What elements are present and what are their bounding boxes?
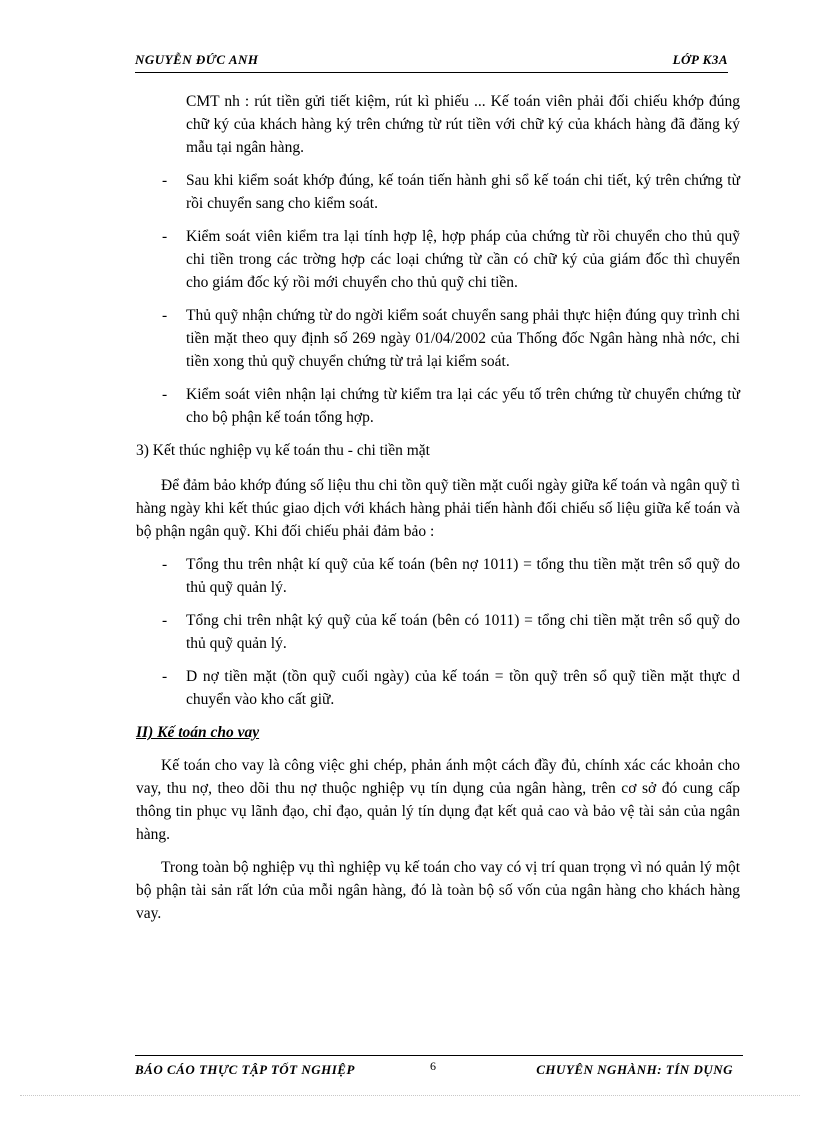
- header-class: LỚP K3A: [672, 52, 728, 67]
- list-item: [136, 225, 740, 294]
- page-edge-divider: [20, 1095, 800, 1096]
- page-footer: [135, 1055, 743, 1076]
- bullet-dash: -: [162, 228, 168, 245]
- footer-report-title: BÁO CÁO THỰC TẬP TỐT NGHIỆP: [135, 1062, 355, 1077]
- list-item-text: Kiểm soát viên kiểm tra lại tính hợp lệ, hợp pháp của chứng từ rồi chuyển cho thủ quỹ chi tiền trong các trờng hợp các loại chứng từ cần có chữ ký của giám đốc thì chuyển cho giám đốc ký rồi mới chuyển cho thủ quỹ chi tiền.: [186, 228, 740, 291]
- header-author: NGUYỄN ĐỨC ANH: [135, 52, 259, 67]
- subsection-heading: 3) Kết thúc nghiệp vụ kế toán thu - chi tiền mặt: [136, 442, 430, 459]
- list-item: [136, 383, 740, 429]
- page-body: [136, 90, 740, 935]
- footer-major: CHUYÊN NGHÀNH: TÍN DỤNG: [536, 1062, 733, 1077]
- bullet-dash: -: [162, 612, 168, 629]
- paragraph: Để đảm bảo khớp đúng số liệu thu chi tồn quỹ tiền mặt cuối ngày giữa kế toán và ngân quỹ tì hàng ngày khi kết thúc giao dịch với khách hàng phải tiến hành đối chiếu số liệu giữa kế toán và bộ phận ngân quỹ. Khi đối chiếu phải đảm bảo :: [136, 477, 740, 540]
- list-item: [136, 169, 740, 215]
- section-heading: II) Kế toán cho vay: [136, 724, 260, 741]
- list-item-text: Sau khi kiểm soát khớp đúng, kế toán tiến hành ghi sổ kế toán chi tiết, ký trên chứng từ rồi chuyển sang cho kiểm soát.: [186, 172, 740, 212]
- bullet-dash: -: [162, 307, 168, 324]
- page-number: 6: [430, 1059, 437, 1073]
- paragraph-continued: CMT nh : rút tiền gửi tiết kiệm, rút kì phiếu ... Kế toán viên phải đối chiếu khớp đúng chữ ký của khách hàng ký trên chứng từ rút tiền với chữ ký của khách hàng đã đăng ký mẫu tại ngân hàng.: [186, 93, 740, 156]
- list-item-text: D nợ tiền mặt (tồn quỹ cuối ngày) của kế toán = tồn quỹ trên sổ quỹ tiền mặt thực d chuyển vào kho cất giữ.: [186, 668, 740, 708]
- bullet-dash: -: [162, 668, 168, 685]
- bullet-dash: -: [162, 556, 168, 573]
- paragraph: Kế toán cho vay là công việc ghi chép, phản ánh một cách đầy đủ, chính xác các khoản cho vay, thu nợ, theo dõi thu nợ thuộc nghiệp vụ tín dụng của ngân hàng, trên cơ sở đó cung cấp thông tin phục vụ lãnh đạo, chỉ đạo, quản lý tín dụng đạt kết quả cao và bảo vệ tài sản của ngân hàng.: [136, 757, 740, 843]
- list-item: [136, 665, 740, 711]
- list-item-text: Tổng chi trên nhật ký quỹ của kế toán (bên có 1011) = tổng chi tiền mặt trên sổ quỹ do thủ quỹ quản lý.: [186, 612, 740, 652]
- list-item: [136, 304, 740, 373]
- bullet-dash: -: [162, 386, 168, 403]
- list-item-text: Thủ quỹ nhận chứng từ do ngời kiểm soát chuyển sang phải thực hiện đúng quy trình chi tiền mặt theo quy định số 269 ngày 01/04/2002 của Thống đốc Ngân hàng nhà nớc, chi tiền xong thủ quỹ chuyển chứng từ trả lại kiểm soát.: [186, 307, 740, 370]
- list-item-text: Tổng thu trên nhật kí quỹ của kế toán (bên nợ 1011) = tổng thu tiền mặt trên sổ quỹ do thủ quỹ quản lý.: [186, 556, 740, 596]
- page-header: [135, 50, 728, 73]
- list-item-text: Kiểm soát viên nhận lại chứng từ kiểm tra lại các yếu tố trên chứng từ chuyển chứng từ cho bộ phận kế toán tổng hợp.: [186, 386, 740, 426]
- bullet-dash: -: [162, 172, 168, 189]
- paragraph: Trong toàn bộ nghiệp vụ thì nghiệp vụ kế toán cho vay có vị trí quan trọng vì nó quản lý một bộ phận tài sản rất lớn của mỗi ngân hàng, đó là toàn bộ số vốn của ngân hàng cho khách hàng vay.: [136, 859, 740, 922]
- list-item: [136, 609, 740, 655]
- list-item: [136, 553, 740, 599]
